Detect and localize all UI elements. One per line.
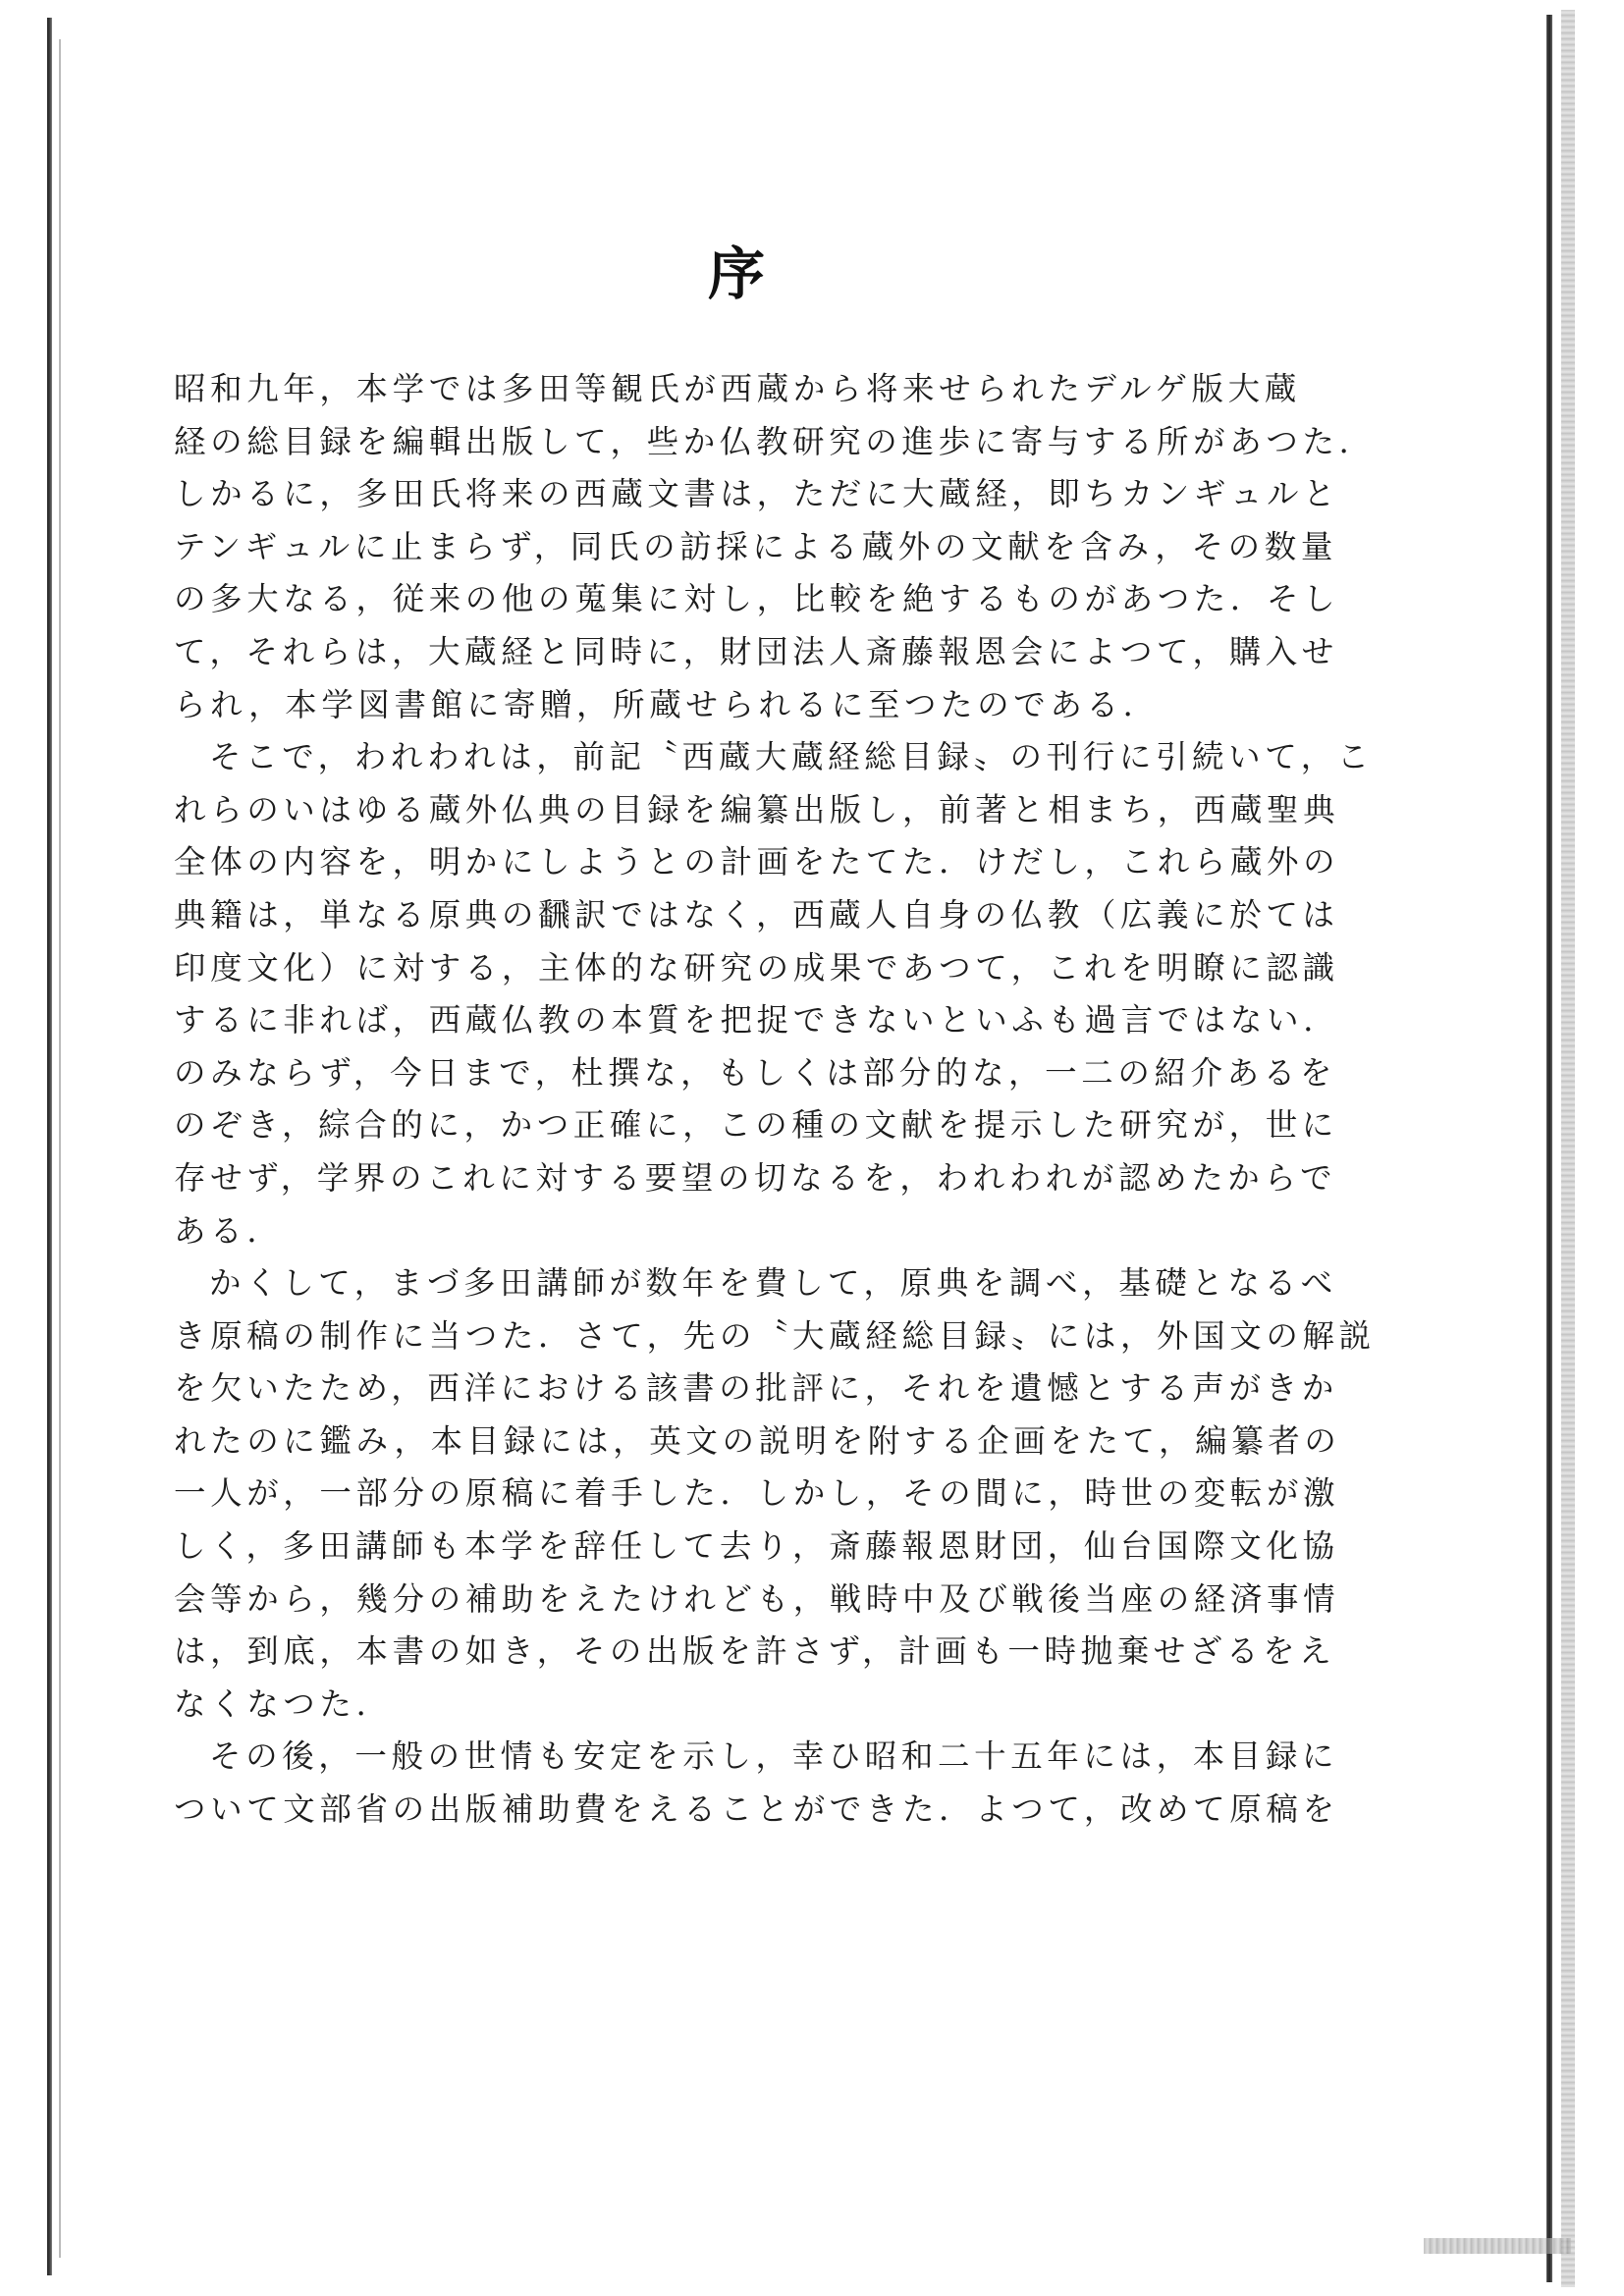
text-line: のみならず，今日まで，杜撰な，もしくは部分的な，一二の紹介あるを	[174, 1053, 1336, 1092]
text-line: 存せず，学界のこれに対する要望の切なるを，われわれが認めたからで	[174, 1158, 1337, 1197]
text-line: られ，本学図書館に寄贈，所蔵せられるに至つたのである.	[174, 685, 1138, 723]
text-line: 経の総目録を編輯出版して，些か仏教研究の進歩に寄与する所があつた.	[174, 422, 1354, 460]
text-line: 全体の内容を，明かにしようとの計画をたてた．けだし，これら蔵外の	[174, 843, 1340, 881]
text-line: しかるに，多田氏将来の西蔵文書は，ただに大蔵経，即ちカンギュルと	[174, 475, 1340, 513]
text-line: ある.	[174, 1211, 262, 1250]
text-line: を欠いたため，西洋における該書の批評に，それを遺憾とする声がきか	[174, 1369, 1338, 1408]
page-edge-left	[47, 18, 52, 2275]
text-line: 印度文化）に対する，主体的な研究の成果であつて，これを明瞭に認識	[174, 948, 1339, 987]
page-title: 序	[707, 240, 765, 307]
page-edge-right-outer	[1561, 10, 1575, 2287]
text-line: て，それらは，大蔵経と同時に，財団法人斎藤報恩会によつて，購入せ	[174, 632, 1338, 670]
page-edge-bottom	[1424, 2238, 1571, 2254]
text-line: のぞき，綜合的に，かつ正確に，この種の文献を提示した研究が，世に	[174, 1106, 1338, 1145]
text-line: するに非れば，西蔵仏教の本質を把捉できないといふも過言ではない.	[174, 1001, 1319, 1040]
text-line: の多大なる，従来の他の蒐集に対し，比較を絶するものがあつた．そし	[174, 580, 1340, 618]
text-line: れらのいはゆる蔵外仏典の目録を編纂出版し，前著と相まち，西蔵聖典	[174, 790, 1340, 828]
text-line: しく，多田講師も本学を辞任して去り，斎藤報恩財団，仙台国際文化協	[174, 1527, 1339, 1566]
text-line: は，到底，本書の如き，その出版を許さず，計画も一時抛棄せざるをえ	[174, 1632, 1336, 1671]
text-line: なくなつた.	[174, 1684, 371, 1723]
text-line: かくして，まづ多田講師が数年を費して，原典を調べ，基礎となるべ	[209, 1264, 1337, 1303]
text-line: 昭和九年，本学では多田等観氏が西蔵から将来せられたデルゲ版大蔵	[174, 370, 1301, 407]
text-line: れたのに鑑み，本目録には，英文の説明を附する企画をたて，編纂者の	[174, 1421, 1341, 1460]
text-line: そこで，われわれは，前記〝西蔵大蔵経総目録〟の刊行に引続いて，こ	[209, 738, 1374, 776]
text-line: 会等から，幾分の補助をえたけれども，戦時中及び戦後当座の経済事情	[174, 1579, 1340, 1618]
text-line: 一人が，一部分の原稿に着手した．しかし，その間に，時世の変転が激	[174, 1474, 1340, 1513]
text-line: き原稿の制作に当つた．さて，先の〝大蔵経総目録〟には，外国文の解説	[174, 1316, 1376, 1355]
text-line: ついて文部省の出版補助費をえることができた．よつて，改めて原稿を	[174, 1790, 1339, 1829]
text-line: 典籍は，単なる原典の飜訳ではなく，西蔵人自身の仏教（広義に於ては	[174, 895, 1339, 934]
text-line: テンギュルに止まらず，同氏の訪採による蔵外の文献を含み，その数量	[174, 527, 1337, 565]
text-line: その後，一般の世情も安定を示し，幸ひ昭和二十五年には，本目録に	[209, 1737, 1339, 1776]
page-edge-left-shadow	[59, 39, 61, 2258]
page-edge-right	[1546, 15, 1552, 2282]
preface-body	[174, 363, 1376, 1837]
